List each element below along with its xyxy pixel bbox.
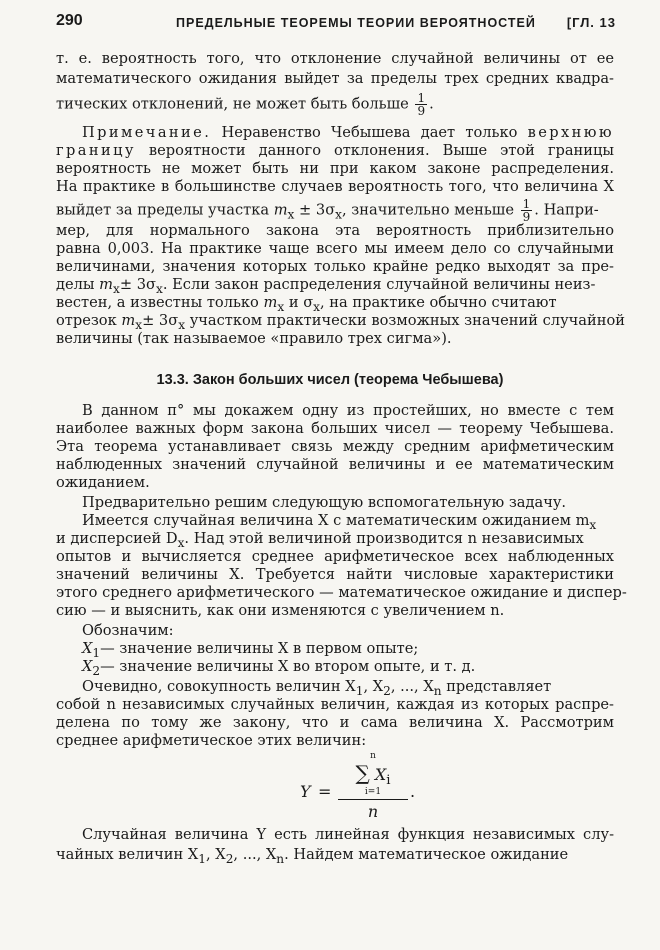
fraction-one-ninth: $\frac{1}{9}$ — [417, 91, 426, 118]
text-line: величины (так называемое «правило трех сигма»). — [56, 330, 452, 347]
section-heading: 13.3. Закон больших чисел (теорема Чебышева) — [156, 372, 504, 388]
note-line: Примечание. Неравенство Чебышева дает только верхнюю — [82, 124, 614, 141]
text-line: вестен, а известны только $m_x$ и $\sigma_x$, на практике обычно считают — [56, 294, 557, 314]
text-line: значений величины X. Требуется найти числовые характеристики — [56, 566, 614, 583]
text-line: вероятность не может быть ни при каком законе распределения. — [56, 160, 614, 177]
text-line: Имеется случайная величина X с математическим ожиданием $m_x$ — [82, 512, 597, 532]
text-line: $X_2—$ значение величины X во втором опыте, и т. д. — [82, 658, 476, 678]
page-header — [56, 12, 616, 34]
running-title: ПРЕДЕЛЬНЫЕ ТЕОРЕМЫ ТЕОРИИ ВЕРОЯТНОСТЕЙ — [176, 16, 536, 30]
text-line: мер, для нормального закона эта вероятность приблизительно — [56, 222, 614, 239]
text-line: сию — и выяснить, как они изменяются с увеличением n. — [56, 602, 505, 619]
text-line: и дисперсией $D_x$. Над этой величиной производится n независимых — [56, 530, 584, 550]
fraction-one-ninth: $\frac{1}{9}$ — [522, 197, 531, 224]
text-line: Очевидно, совокупность величин $X_1$, $X_2$, ..., $X_n$ представляет — [82, 678, 552, 698]
mean-formula: Y = n ∑ $X_i$ i=1 n . — [300, 751, 416, 822]
text-line: математического ожидания выйдет за пределы трех средних квадра- — [56, 70, 614, 87]
text-line: Случайная величина Y есть линейная функция независимых слу- — [82, 826, 614, 843]
text-line: На практике в большинстве случаев вероятность того, что величина X — [56, 178, 614, 195]
chapter-label: [ГЛ. 13 — [566, 15, 616, 30]
text-line: границу вероятности данного отклонения. Выше этой границы — [56, 142, 615, 159]
text-line: выйдет за пределы участка $m_x \pm 3\sigma_x$, значительно меньше $\frac{1}{9}$ . Напри- — [56, 197, 599, 224]
text-line: $X_1—$ значение величины X в первом опыте; — [82, 640, 419, 660]
text-line: делена по тому же закону, что и сама величина X. Рассмотрим — [56, 714, 614, 731]
text-line: тических отклонений, не может быть больше $\frac{1}{9}$ . — [56, 91, 434, 118]
text-line: собой n независимых случайных величин, каждая из которых распре- — [56, 696, 614, 713]
text-line: ожиданием. — [56, 474, 150, 491]
text-line: В данном п° мы докажем одну из простейших, но вместе с тем — [82, 402, 614, 419]
text-line: Предварительно решим следующую вспомогательную задачу. — [82, 494, 567, 511]
text-line: величинами, значения которых только крайне редко выходят за пре- — [56, 258, 614, 275]
text-line: опытов и вычисляется среднее арифметическое всех наблюденных — [56, 548, 614, 565]
text-line: чайных величин $X_1$, $X_2$, ..., $X_n$. Найдем математическое ожидание — [56, 846, 569, 866]
text-line: Обозначим: — [82, 622, 174, 639]
page-number: 290 — [56, 12, 83, 29]
text-line: отрезок $m_x\pm 3\sigma_x$ участком практически возможных значений случайной — [56, 312, 625, 332]
text-line: наиболее важных форм закона больших чисел — теорему Чебышева. — [56, 420, 614, 437]
text-line: т. е. вероятность того, что отклонение случайной величины от ее — [56, 50, 614, 67]
text-line: среднее арифметическое этих величин: — [56, 732, 367, 749]
text-line: равна 0,003. На практике чаще всего мы имеем дело со случайными — [56, 240, 614, 257]
text-line: этого среднего арифметического — математическое ожидание и диспер- — [56, 584, 627, 601]
text-line: наблюденных значений случайной величины и ее математическим — [56, 456, 614, 473]
text-line: делы $m_x\pm 3\sigma_x$. Если закон распределения случайной величины неиз- — [56, 276, 596, 296]
text-line: Эта теорема устанавливает связь между средним арифметическим — [56, 438, 614, 455]
